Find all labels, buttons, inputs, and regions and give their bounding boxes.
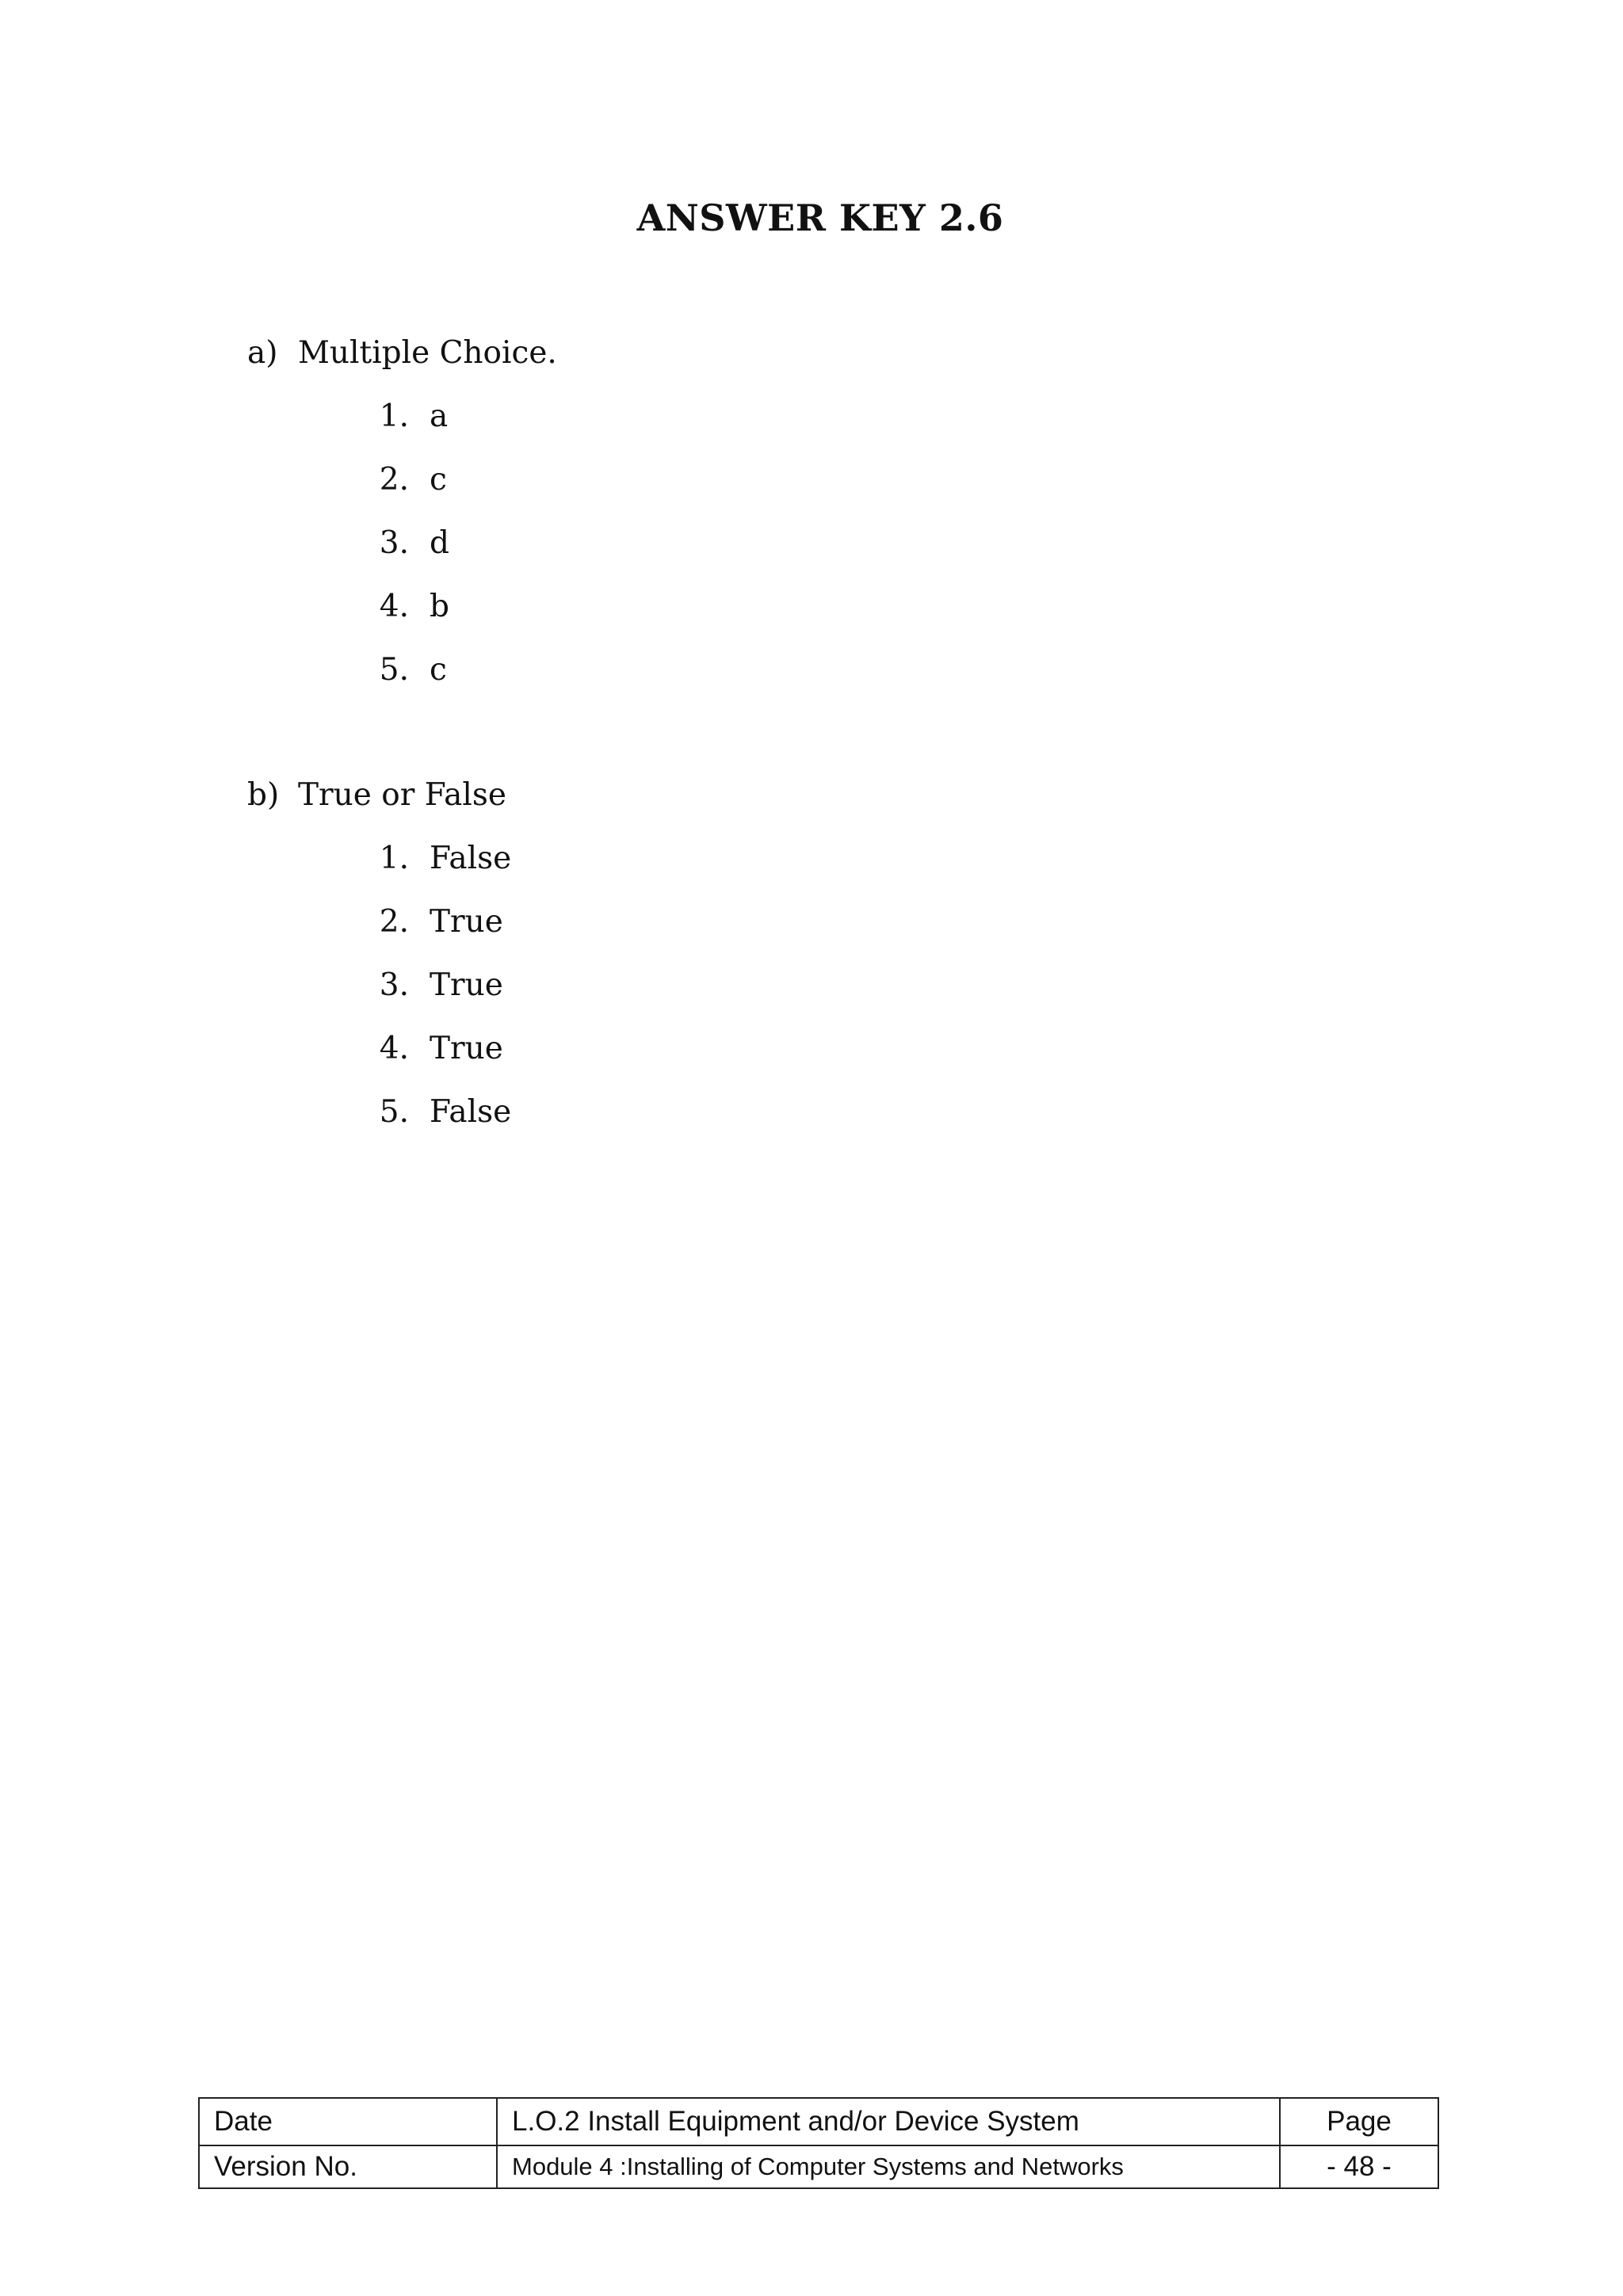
section-title: True or False bbox=[298, 777, 507, 813]
answer-list bbox=[361, 816, 511, 1133]
item-number: 4. bbox=[379, 1031, 409, 1066]
item-answer: c bbox=[430, 462, 447, 498]
footer-row bbox=[199, 2145, 1438, 2188]
item-answer: a bbox=[430, 399, 449, 434]
section-marker: a) bbox=[247, 335, 278, 371]
list-item bbox=[361, 943, 511, 1006]
section-true-or-false bbox=[247, 775, 511, 1133]
page-title: ANSWER KEY 2.6 bbox=[636, 196, 1004, 239]
footer-module-title: Module 4 :Installing of Computer Systems and Networks bbox=[497, 2145, 1280, 2188]
item-number: 4. bbox=[379, 589, 409, 624]
footer-version-label: Version No. bbox=[199, 2145, 497, 2188]
item-answer: c bbox=[430, 652, 447, 688]
item-answer: d bbox=[430, 525, 449, 561]
item-number: 5. bbox=[379, 1094, 409, 1130]
section-marker: b) bbox=[247, 777, 280, 813]
footer-date-label: Date bbox=[199, 2098, 497, 2145]
page-footer-table bbox=[198, 2097, 1439, 2189]
list-item bbox=[361, 501, 557, 564]
answer-list bbox=[361, 374, 557, 691]
item-number: 2. bbox=[379, 904, 409, 940]
item-answer: False bbox=[430, 1094, 512, 1130]
section-heading bbox=[247, 333, 557, 374]
list-item bbox=[361, 816, 511, 879]
footer-page-number: - 48 - bbox=[1280, 2145, 1438, 2188]
footer-page-label: Page bbox=[1280, 2098, 1438, 2145]
item-number: 3. bbox=[379, 525, 409, 561]
list-item bbox=[361, 879, 511, 943]
list-item bbox=[361, 374, 557, 437]
item-answer: True bbox=[430, 1031, 503, 1066]
item-number: 5. bbox=[379, 652, 409, 688]
item-answer: False bbox=[430, 841, 512, 876]
section-title: Multiple Choice. bbox=[298, 335, 557, 371]
item-number: 2. bbox=[379, 462, 409, 498]
item-number: 1. bbox=[379, 399, 409, 434]
item-number: 3. bbox=[379, 967, 409, 1003]
footer-row bbox=[199, 2098, 1438, 2145]
list-item bbox=[361, 564, 557, 627]
list-item bbox=[361, 1070, 511, 1133]
item-answer: True bbox=[430, 967, 503, 1003]
list-item bbox=[361, 1006, 511, 1070]
item-number: 1. bbox=[379, 841, 409, 876]
section-heading bbox=[247, 775, 511, 816]
list-item bbox=[361, 437, 557, 501]
section-multiple-choice bbox=[247, 333, 557, 691]
footer-lo-title: L.O.2 Install Equipment and/or Device System bbox=[497, 2098, 1280, 2145]
item-answer: b bbox=[430, 589, 449, 624]
list-item bbox=[361, 627, 557, 691]
item-answer: True bbox=[430, 904, 503, 940]
